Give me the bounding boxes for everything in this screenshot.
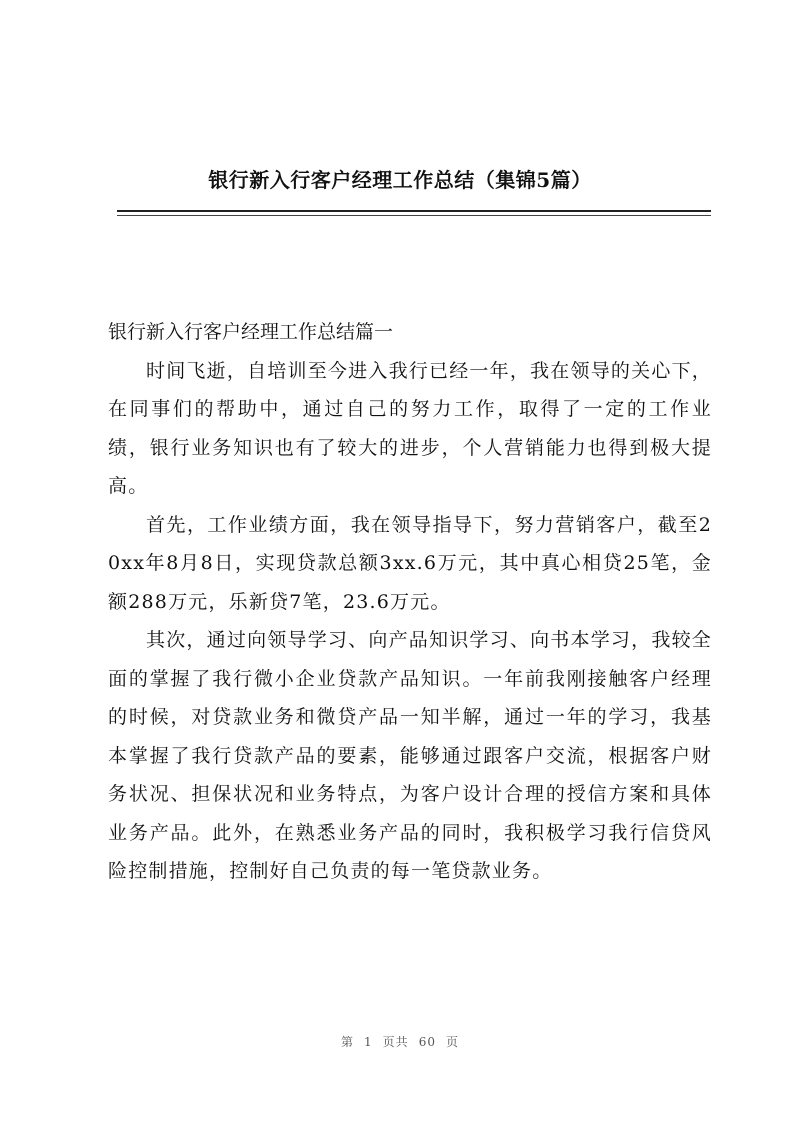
document-title: 银行新入行客户经理工作总结（集锦5篇）	[208, 168, 592, 192]
footer-suffix: 页	[445, 1035, 459, 1049]
footer-prefix: 第	[341, 1035, 355, 1049]
paragraph-3: 其次，通过向领导学习、向产品知识学习、向书本学习，我较全面的掌握了我行微小企业贷款产品知识。一年前我刚接触客户经理的时候，对贷款业务和微贷产品一知半解，通过一年的学习，我基本掌握了我行贷款产品的要素，能够通过跟客户交流，根据客户财务状况、担保状况和业务特点，为客户设计合理的授信方案和具体业务产品。此外，在熟悉业务产品的同时，我积极学习我行信贷风险控制措施，控制好自己负责的每一笔贷款业务。	[108, 629, 712, 882]
paragraph-2: 首先，工作业绩方面，我在领导指导下，努力营销客户，截至20xx年8月8日，实现贷款总额3xx.6万元，其中真心相贷25笔，金额288万元，乐新贷7笔，23.6万元。	[108, 513, 712, 613]
paragraph-1: 时间飞逝，自培训至今进入我行已经一年，我在领导的关心下，在同事们的帮助中，通过自己的努力工作，取得了一定的工作业绩，银行业务知识也有了较大的进步，个人营销能力也得到极大提高。	[108, 359, 712, 497]
footer-current-page: 1	[364, 1035, 373, 1049]
section-heading: 银行新入行客户经理工作总结篇一	[108, 321, 394, 343]
page-footer	[0, 1033, 800, 1050]
footer-total-pages: 60	[418, 1035, 436, 1049]
footer-middle: 页共	[382, 1035, 409, 1049]
title-underline-thin	[117, 215, 711, 216]
document-body	[108, 313, 712, 891]
title-underline-thick	[117, 210, 711, 212]
